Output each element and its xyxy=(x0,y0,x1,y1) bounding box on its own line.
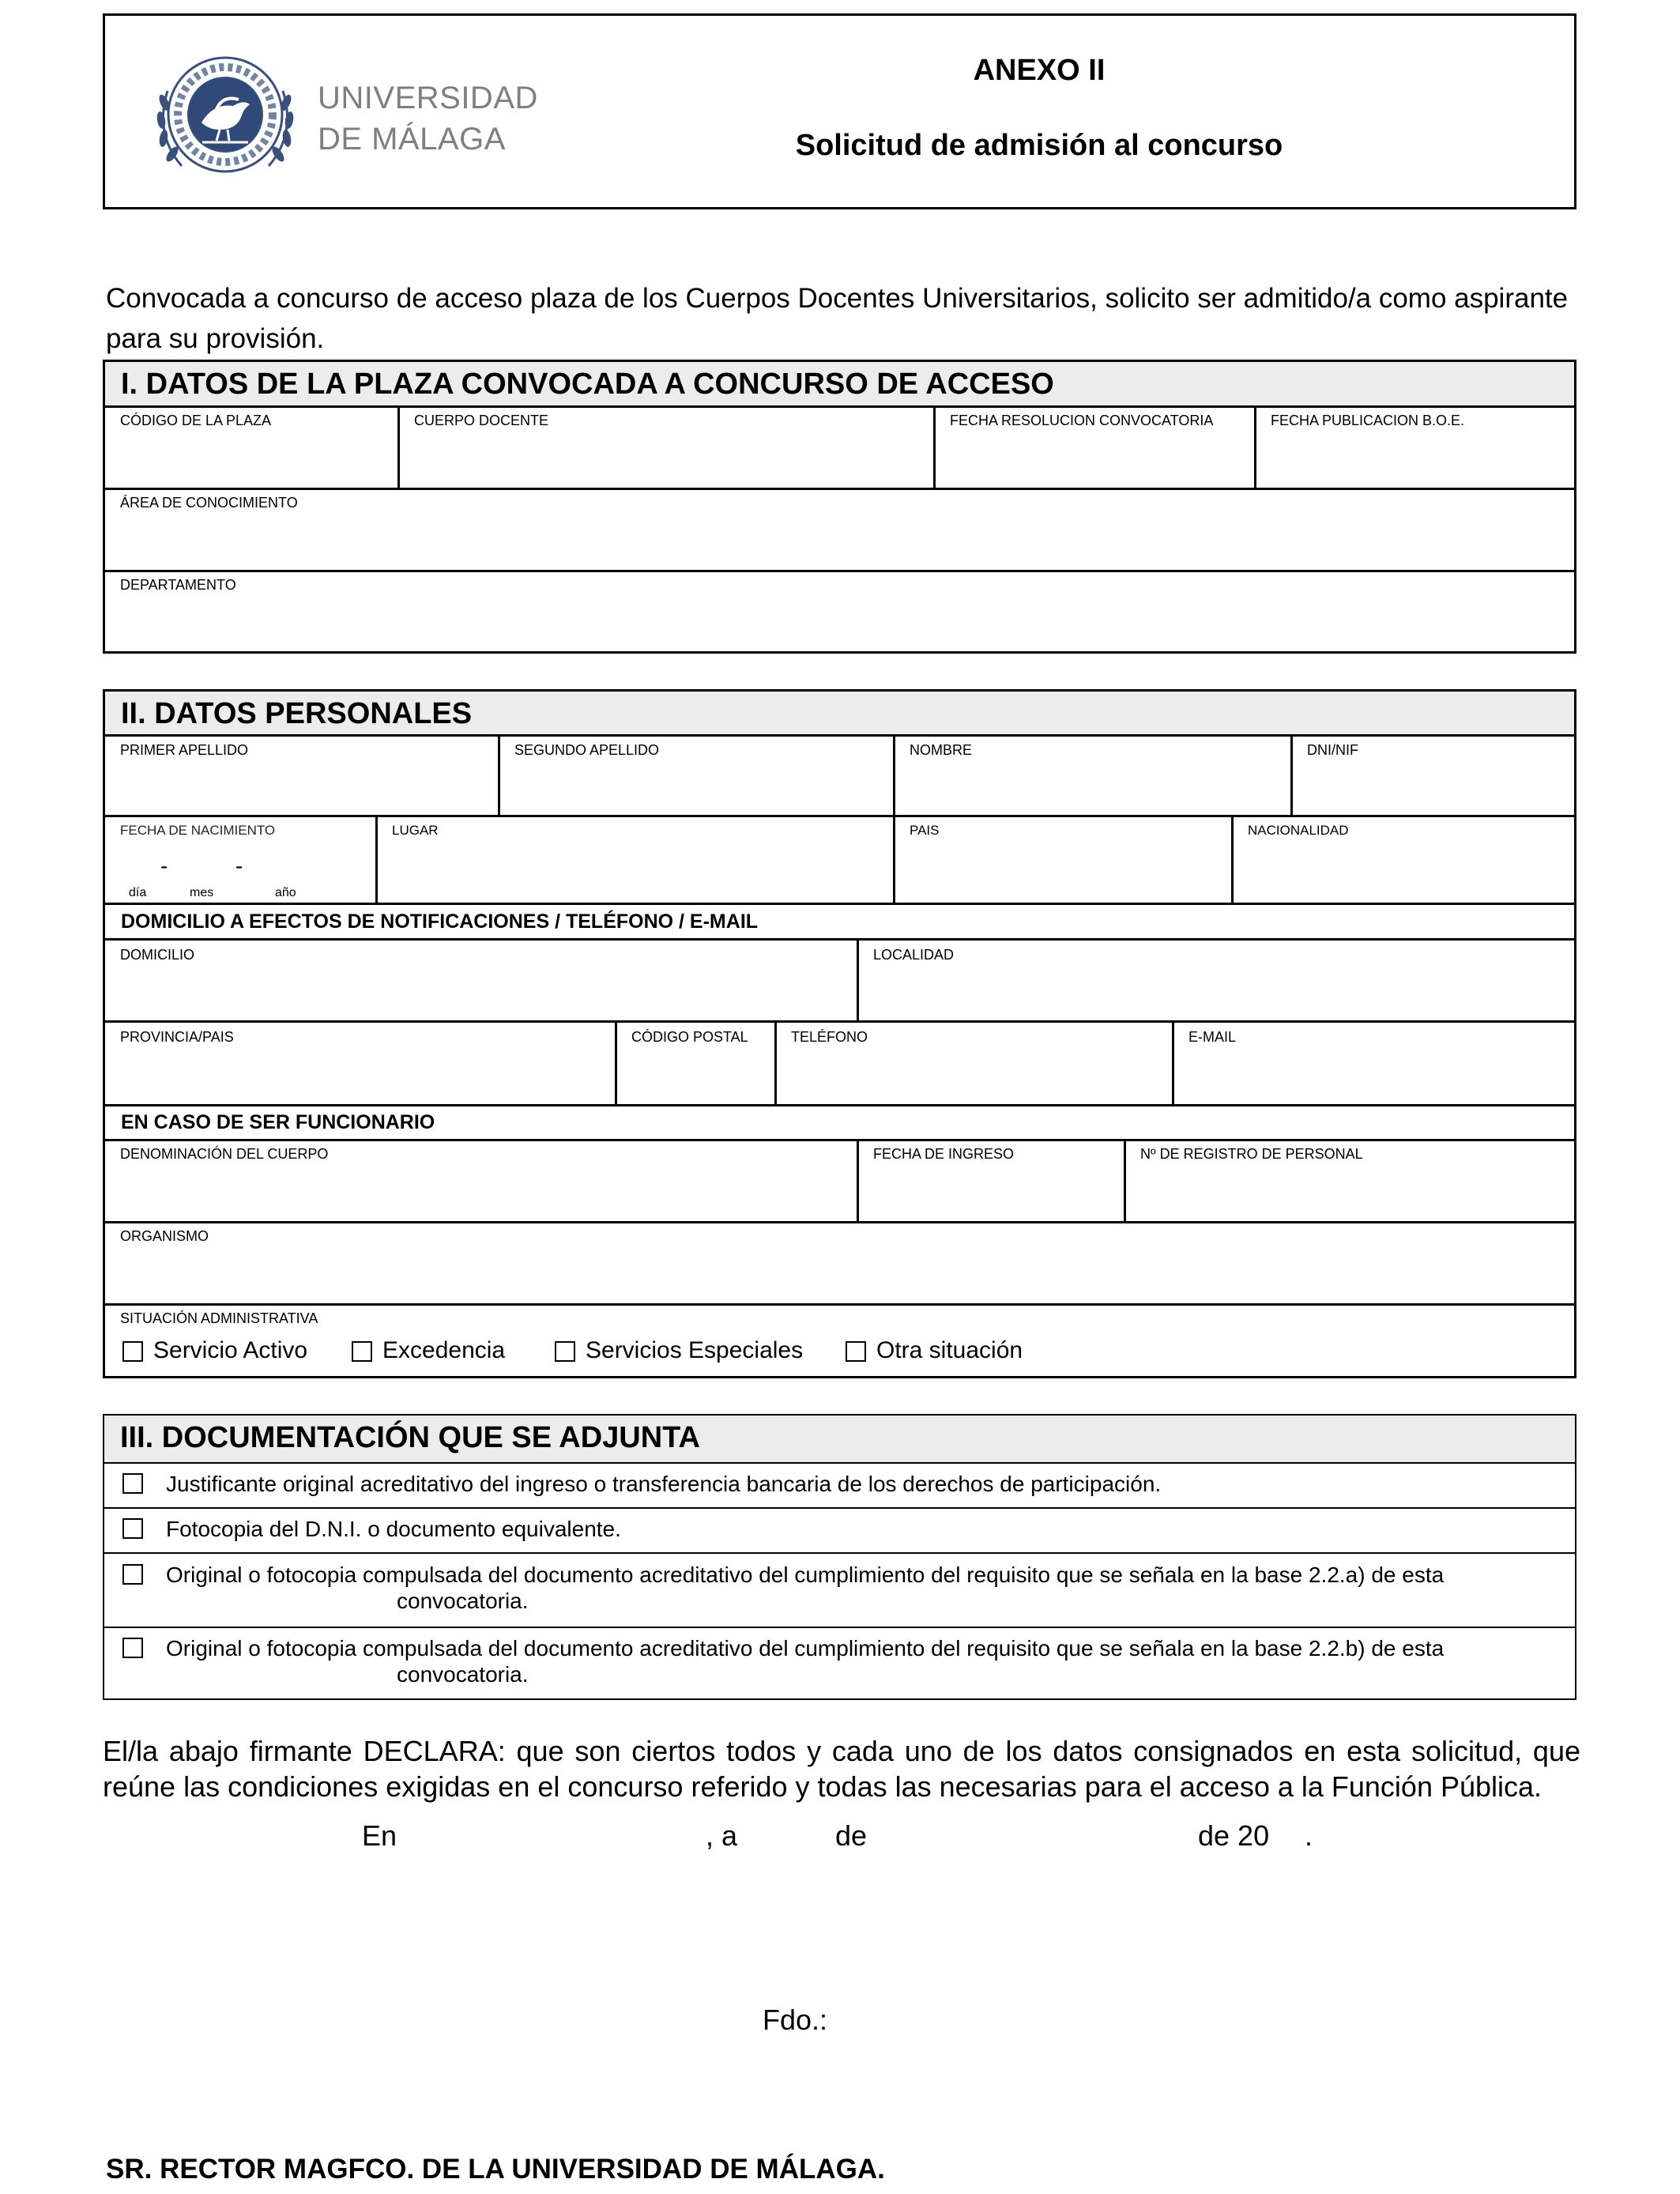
section2-title: II. DATOS PERSONALES xyxy=(105,692,1574,735)
organismo-field[interactable]: ORGANISMO xyxy=(120,1228,209,1244)
nombre-field[interactable]: NOMBRE xyxy=(910,742,973,758)
excedencia-checkbox[interactable] xyxy=(352,1341,372,1362)
registro-personal-field[interactable]: Nº DE REGISTRO DE PERSONAL xyxy=(1140,1146,1363,1162)
university-seal-logo xyxy=(150,47,300,182)
intro-paragraph: Convocada a concurso de acceso plaza de los Cuerpos Docentes Universitarios, solicito ser admitido/a como aspirante para su provisión. xyxy=(106,283,1569,354)
addressee: SR. RECTOR MAGFCO. DE LA UNIVERSIDAD DE MÁLAGA. xyxy=(106,2154,885,2185)
doc-justificante-checkbox[interactable] xyxy=(122,1473,143,1494)
annex-title: ANEXO II xyxy=(973,54,1106,87)
departamento-field[interactable]: DEPARTAMENTO xyxy=(120,577,236,593)
fecha-nacimiento-field[interactable]: FECHA DE NACIMIENTO xyxy=(120,823,276,838)
domicilio-subheading: DOMICILIO A EFECTOS DE NOTIFICACIONES / TELÉFONO / E-MAIL xyxy=(121,910,759,933)
doc-base-22b-label-cont: convocatoria. xyxy=(397,1662,529,1687)
dia-label: día xyxy=(129,886,147,899)
codigo-plaza-field[interactable]: CÓDIGO DE LA PLAZA xyxy=(120,413,272,428)
telefono-field[interactable]: TELÉFONO xyxy=(791,1029,868,1045)
doc-base-22a-label: Original o fotocopia compulsada del documento acreditativo del cumplimiento del requisito que se señala en la base 2.2.a) de esta xyxy=(166,1563,1445,1587)
mes-label: mes xyxy=(190,886,214,899)
university-name-line2: DE MÁLAGA xyxy=(318,122,506,156)
declaration-text: El/la abajo firmante DECLARA: que son ciertos todos y cada uno de los datos consignados en esta solicitud, que reúne las condiciones exigidas en el concurso referido y todas las necesarias para el acceso a la Función Pública. xyxy=(103,1735,1580,1803)
denominacion-cuerpo-field[interactable]: DENOMINACIÓN DEL CUERPO xyxy=(120,1146,329,1162)
servicio-activo-label: Servicio Activo xyxy=(153,1337,308,1363)
doc-dni-checkbox[interactable] xyxy=(122,1518,143,1539)
doc-dni-label: Fotocopia del D.N.I. o documento equivalente. xyxy=(166,1517,621,1541)
university-name xyxy=(318,77,538,160)
segundo-apellido-field[interactable]: SEGUNDO APELLIDO xyxy=(514,742,660,758)
servicio-activo-checkbox[interactable] xyxy=(122,1341,143,1362)
place-de20: de 20 xyxy=(1198,1819,1270,1852)
fecha-resolucion-field[interactable]: FECHA RESOLUCION CONVOCATORIA xyxy=(950,413,1214,428)
annex-subtitle: Solicitud de admisión al concurso xyxy=(795,129,1283,162)
funcionario-subheading: EN CASO DE SER FUNCIONARIO xyxy=(121,1111,435,1133)
codigo-postal-field[interactable]: CÓDIGO POSTAL xyxy=(631,1029,748,1045)
otra-situacion-label: Otra situación xyxy=(876,1337,1023,1363)
doc-justificante-label: Justificante original acreditativo del ingreso o transferencia bancaria de los derechos de participación. xyxy=(166,1472,1162,1496)
cuerpo-docente-field[interactable]: CUERPO DOCENTE xyxy=(414,413,549,428)
situacion-administrativa-label: SITUACIÓN ADMINISTRATIVA xyxy=(120,1310,318,1326)
place-period: . xyxy=(1305,1819,1313,1852)
place-de: de xyxy=(835,1819,868,1852)
servicios-especiales-label: Servicios Especiales xyxy=(586,1337,804,1363)
date-separator-2: - xyxy=(235,854,243,878)
pais-field[interactable]: PAIS xyxy=(910,823,940,838)
section1-title: I. DATOS DE LA PLAZA CONVOCADA A CONCURSO DE ACCESO xyxy=(105,362,1574,406)
doc-base-22a-label-cont: convocatoria. xyxy=(397,1589,529,1613)
otra-situacion-checkbox[interactable] xyxy=(846,1341,866,1362)
date-separator-1: - xyxy=(160,854,168,878)
dni-field[interactable]: DNI/NIF xyxy=(1307,742,1358,758)
nacionalidad-field[interactable]: NACIONALIDAD xyxy=(1248,823,1349,838)
doc-base-22b-label: Original o fotocopia compulsada del documento acreditativo del cumplimiento del requisito que se señala en la base 2.2.b) de esta xyxy=(166,1636,1445,1661)
university-name-line1: UNIVERSIDAD xyxy=(318,81,538,115)
excedencia-label: Excedencia xyxy=(382,1337,506,1363)
fecha-ingreso-field[interactable]: FECHA DE INGRESO xyxy=(873,1146,1015,1162)
domicilio-field[interactable]: DOMICILIO xyxy=(120,947,195,963)
fecha-boe-field[interactable]: FECHA PUBLICACION B.O.E. xyxy=(1271,413,1465,428)
section3-title: III. DOCUMENTACIÓN QUE SE ADJUNTA xyxy=(104,1416,1575,1462)
place-a: , a xyxy=(706,1819,738,1852)
lugar-field[interactable]: LUGAR xyxy=(392,823,439,838)
provincia-field[interactable]: PROVINCIA/PAIS xyxy=(120,1029,234,1045)
primer-apellido-field[interactable]: PRIMER APELLIDO xyxy=(120,742,249,758)
localidad-field[interactable]: LOCALIDAD xyxy=(873,947,955,963)
servicios-especiales-checkbox[interactable] xyxy=(555,1341,575,1362)
ano-label: año xyxy=(275,886,296,899)
doc-base-22a-checkbox[interactable] xyxy=(122,1564,143,1585)
signature-label: Fdo.: xyxy=(763,2004,828,2036)
area-conocimiento-field[interactable]: ÁREA DE CONOCIMIENTO xyxy=(120,495,298,511)
email-field[interactable]: E-MAIL xyxy=(1188,1029,1237,1045)
doc-base-22b-checkbox[interactable] xyxy=(122,1638,143,1658)
place-en: En xyxy=(362,1819,397,1852)
